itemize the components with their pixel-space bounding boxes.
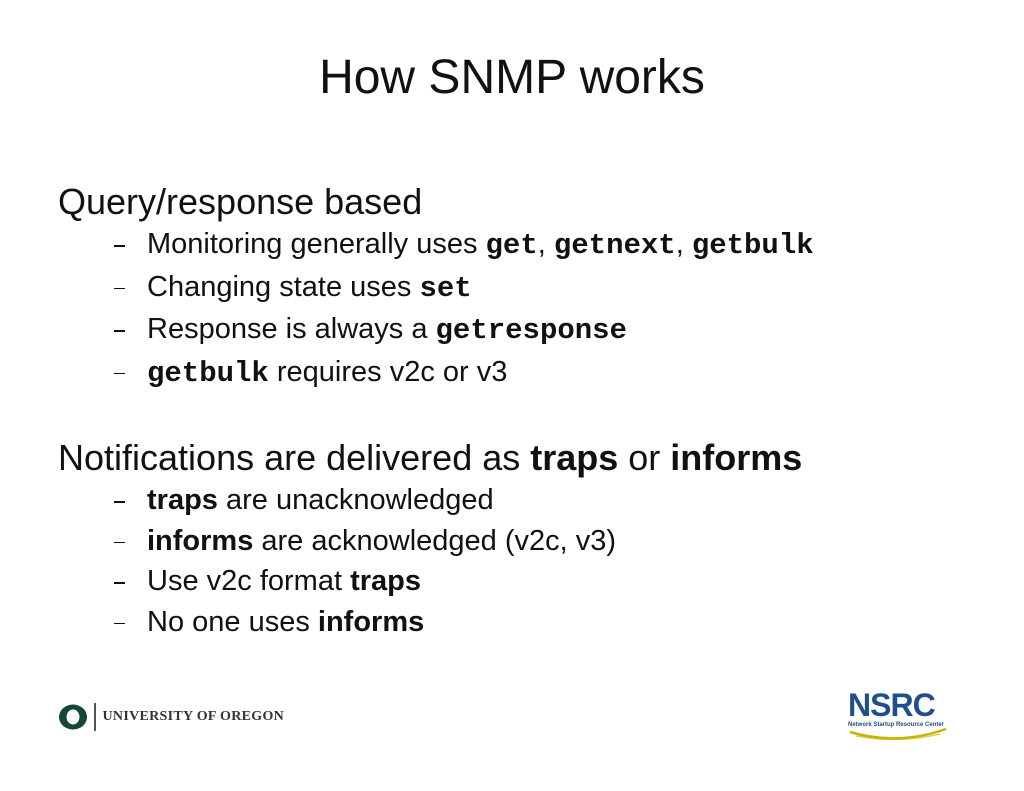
uo-o-mark-icon — [57, 701, 89, 733]
text-run: No one uses — [147, 605, 318, 638]
bold-term: informs — [147, 524, 254, 557]
section-heading: Query/response based — [58, 181, 423, 222]
text-run: Changing state uses — [147, 270, 420, 303]
bullet-list — [58, 224, 994, 394]
bold-term: traps — [350, 565, 421, 597]
bullet-item — [58, 602, 994, 643]
section-notifications — [58, 436, 994, 642]
text-run: Monitoring generally uses — [147, 228, 486, 260]
bullet-item — [58, 480, 994, 521]
slide-title: How SNMP works — [319, 51, 705, 104]
section-heading — [58, 436, 994, 480]
text-run: Response is always a — [147, 313, 436, 345]
nsrc-logo-text: NSRC — [848, 687, 935, 723]
university-of-oregon-logo — [57, 701, 284, 733]
bullet-item — [58, 309, 994, 352]
bold-term: informs — [670, 437, 803, 478]
code-term: getresponse — [435, 314, 627, 347]
section-query-response — [58, 180, 994, 394]
code-term: set — [419, 271, 472, 305]
bullet-item — [58, 267, 994, 310]
text-run: Notifications are delivered as — [58, 437, 531, 478]
dash-bullet-icon — [114, 582, 125, 584]
text-run: Use v2c format — [147, 565, 351, 597]
dash-bullet-icon — [114, 501, 125, 503]
text-run: are unacknowledged — [217, 484, 494, 516]
dash-bullet-icon — [114, 623, 125, 625]
dash-bullet-icon — [114, 330, 125, 332]
logo-divider — [94, 703, 96, 731]
bullet-item — [58, 561, 994, 602]
bullet-item — [58, 352, 994, 395]
dash-bullet-icon — [114, 542, 125, 544]
dash-bullet-icon — [114, 373, 125, 375]
bold-term: traps — [147, 484, 218, 516]
text-run: or — [618, 437, 671, 478]
code-term: getbulk — [691, 229, 814, 262]
bullet-item — [58, 521, 994, 562]
bold-term: traps — [530, 437, 619, 478]
dash-bullet-icon — [114, 288, 125, 290]
bullet-item — [58, 224, 994, 267]
code-term: get — [485, 229, 538, 262]
text-run: requires v2c or v3 — [268, 355, 508, 388]
nsrc-swoosh-icon — [848, 726, 948, 742]
text-run: , — [537, 228, 554, 260]
nsrc-logo — [848, 688, 948, 744]
bold-term: informs — [317, 605, 425, 638]
code-term: getbulk — [147, 356, 269, 390]
text-run: , — [675, 228, 692, 260]
uo-logo-text: UNIVERSITY OF OREGON — [102, 709, 285, 724]
dash-bullet-icon — [114, 245, 125, 247]
code-term: getnext — [553, 229, 676, 262]
text-run: are acknowledged (v2c, v3) — [253, 524, 617, 557]
nsrc-logo-subtitle: Network Startup Resource Center — [848, 722, 945, 728]
bullet-list — [58, 480, 994, 642]
